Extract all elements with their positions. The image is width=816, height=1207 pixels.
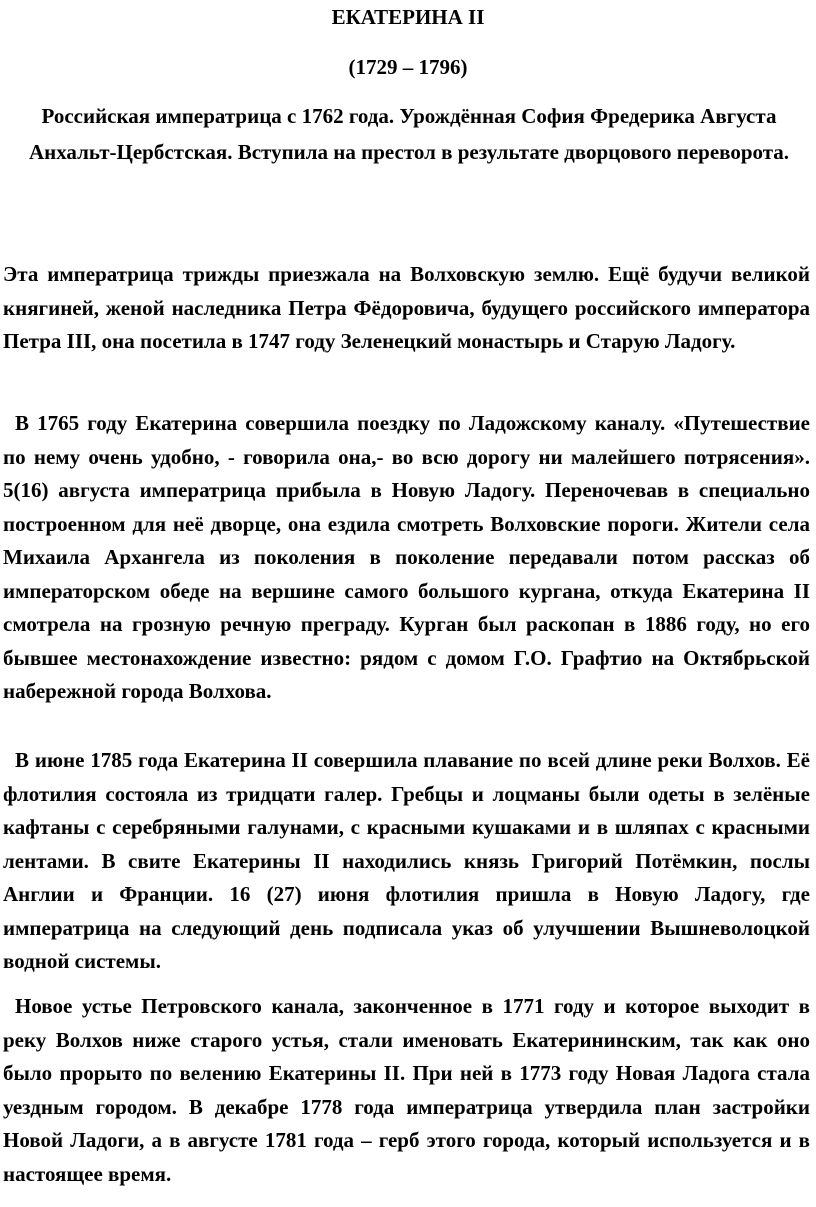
paragraph-3: В июне 1785 года Екатерина II совершила плавание по всей длине реки Волхов. Её флотилия состояла из тридцати галер. Гребцы и лоцманы были одеты в зелёные кафтаны с серебряными галунами, с красными кушаками и в шляпах с красными лентами. В свите Екатерины II находились князь Григорий Потёмкин, послы Англии и Франции. 16 (27) июня флотилия пришла в Новую Ладогу, где императрица на следующий день подписала указ об улучшении Вышневолоцкой водной системы. xyxy=(3,748,810,973)
document-years: (1729 – 1796) xyxy=(348,55,468,79)
document-subtitle: Российская императрица с 1762 года. Урождённая София Фредерика Августа Анхальт-Цербстская. Вступила на престол в результате дворцового переворота. xyxy=(28,104,790,164)
paragraph-1: Эта императрица трижды приезжала на Волховскую землю. Ещё будучи великой княгиней, женой наследника Петра Фёдоровича, будущего российского императора Петра III, она посетила в 1747 году Зеленецкий монастырь и Старую Ладогу. xyxy=(3,262,810,353)
document-title: ЕКАТЕРИНА II xyxy=(331,5,485,29)
paragraph-2: В 1765 году Екатерина совершила поездку по Ладожскому каналу. «Путешествие по нему очень удобно, - говорила она,- во всю дорогу ни малейшего потрясения». 5(16) августа императрица прибыла в Новую Ладогу. Переночевав в специально построенном для неё дворце, она ездила смотреть Волховские пороги. Жители села Михаила Архангела из поколения в поколение передавали потом рассказ об императорском обеде на вершине самого большого кургана, откуда Екатерина II смотрела на грозную речную преграду. Курган был раскопан в 1886 году, но его бывшее местонахождение известно: рядом с домом Г.О. Графтио на Октябрьской набережной города Волхова. xyxy=(3,411,810,703)
paragraph-4: Новое устье Петровского канала, законченное в 1771 году и которое выходит в реку Волхов ниже старого устья, стали именовать Екатерининским, так как оно было прорыто по велению Екатерины II. При ней в 1773 году Новая Ладога стала уездным городом. В декабре 1778 года императрица утвердила план застройки Новой Ладоги, а в августе 1781 года – герб этого города, который используется и в настоящее время. xyxy=(3,994,810,1186)
